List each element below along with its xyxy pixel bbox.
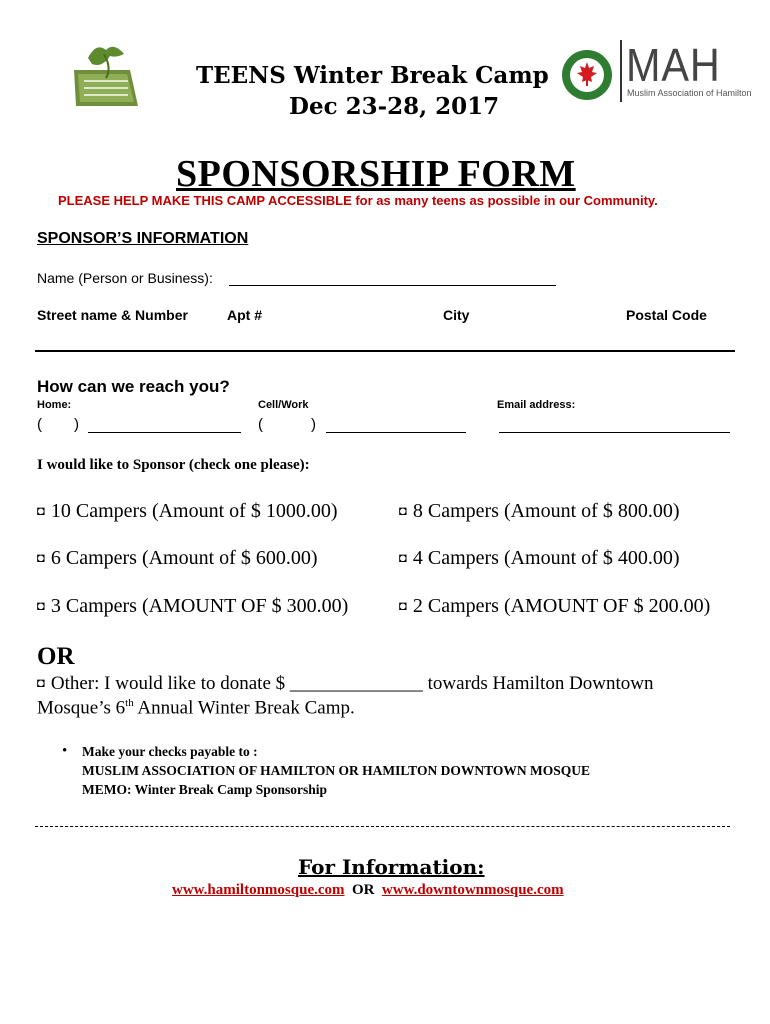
cheque-memo-line: MEMO: Winter Break Camp Sponsorship — [82, 782, 328, 797]
home-phone-close-paren: ) — [74, 416, 79, 433]
other-line2-post: Annual Winter Break Camp. — [133, 697, 355, 719]
city-label: City — [443, 307, 470, 323]
footer-heading: For Information: — [298, 855, 485, 879]
checkbox-icon[interactable]: ◘ — [399, 550, 407, 565]
hamilton-downtown-mosque-logo — [66, 40, 146, 106]
cell-work-label: Cell/Work — [258, 399, 309, 411]
address-field[interactable] — [35, 350, 735, 352]
hamilton-mosque-link[interactable]: www.hamiltonmosque.com — [172, 882, 345, 898]
home-phone-open-paren: ( — [37, 416, 42, 433]
other-text-pre: Other: I would like to donate $ — [50, 673, 286, 694]
donation-amount-field[interactable]: ______________ — [289, 673, 423, 694]
option-label: 3 Campers (AMOUNT OF $ 300.00) — [50, 595, 349, 617]
checkbox-icon[interactable]: ◘ — [399, 598, 407, 613]
apt-label: Apt # — [227, 307, 262, 323]
home-phone-field[interactable] — [88, 417, 241, 433]
dashed-divider — [35, 826, 730, 827]
mah-logo-subtitle: Muslim Association of Hamilton — [627, 88, 752, 98]
option-other-donation[interactable] — [37, 673, 654, 695]
cheque-payable-line: Make your checks payable to : — [82, 744, 258, 759]
other-line2-pre: Mosque’s 6 — [37, 697, 126, 719]
email-field[interactable] — [499, 417, 730, 433]
downtown-mosque-link[interactable]: www.downtownmosque.com — [381, 882, 564, 898]
cheque-payee-line: MUSLIM ASSOCIATION OF HAMILTON OR HAMILTON DOWNTOWN MOSQUE — [82, 763, 590, 778]
name-label: Name (Person or Business): — [37, 270, 213, 286]
checkbox-icon[interactable]: ◘ — [37, 550, 45, 565]
street-label: Street name & Number — [37, 307, 188, 323]
option-4-campers[interactable] — [399, 547, 680, 570]
postal-code-label: Postal Code — [626, 307, 707, 323]
contact-heading: How can we reach you? — [37, 377, 230, 396]
option-label: 8 Campers (Amount of $ 800.00) — [412, 500, 680, 522]
checkbox-icon[interactable]: ◘ — [399, 503, 407, 518]
form-subtitle: PLEASE HELP MAKE THIS CAMP ACCESSIBLE for as many teens as possible in our Community. — [58, 193, 658, 208]
option-6-campers[interactable] — [37, 547, 318, 570]
maple-leaf-crescent-icon — [560, 48, 614, 102]
cell-phone-close-paren: ) — [311, 416, 316, 433]
home-label: Home: — [37, 399, 72, 411]
or-label: OR — [37, 643, 75, 670]
footer-links — [172, 881, 564, 899]
option-label: 6 Campers (Amount of $ 600.00) — [50, 547, 318, 569]
option-10-campers[interactable] — [37, 500, 338, 523]
camp-title: TEENS Winter Break Camp — [196, 62, 549, 89]
cell-phone-open-paren: ( — [258, 416, 263, 433]
option-2-campers[interactable] — [399, 595, 710, 618]
checkbox-icon[interactable]: ◘ — [37, 675, 45, 690]
option-8-campers[interactable] — [399, 500, 680, 523]
sponsor-prompt: I would like to Sponsor (check one please): — [37, 457, 310, 473]
camp-dates: Dec 23-28, 2017 — [289, 93, 500, 120]
option-label: 4 Campers (Amount of $ 400.00) — [412, 547, 680, 569]
mah-logo-text: MAH — [626, 39, 721, 91]
footer-or-text: OR — [351, 882, 375, 898]
email-label: Email address: — [497, 399, 576, 411]
mah-logo — [560, 38, 752, 104]
name-field[interactable] — [229, 270, 556, 286]
form-title: SPONSORSHIP FORM — [176, 153, 576, 195]
option-label: 10 Campers (Amount of $ 1000.00) — [50, 500, 338, 522]
option-label: 2 Campers (AMOUNT OF $ 200.00) — [412, 595, 711, 617]
cell-phone-field[interactable] — [326, 417, 466, 433]
other-line2-sup: th — [125, 697, 134, 709]
sponsor-info-heading: SPONSOR’S INFORMATION — [37, 230, 249, 247]
bullet-icon: • — [62, 743, 68, 759]
checkbox-icon[interactable]: ◘ — [37, 503, 45, 518]
other-line-2 — [37, 697, 355, 719]
checkbox-icon[interactable]: ◘ — [37, 598, 45, 613]
other-text-post: towards Hamilton Downtown — [427, 673, 654, 694]
option-3-campers[interactable] — [37, 595, 348, 618]
